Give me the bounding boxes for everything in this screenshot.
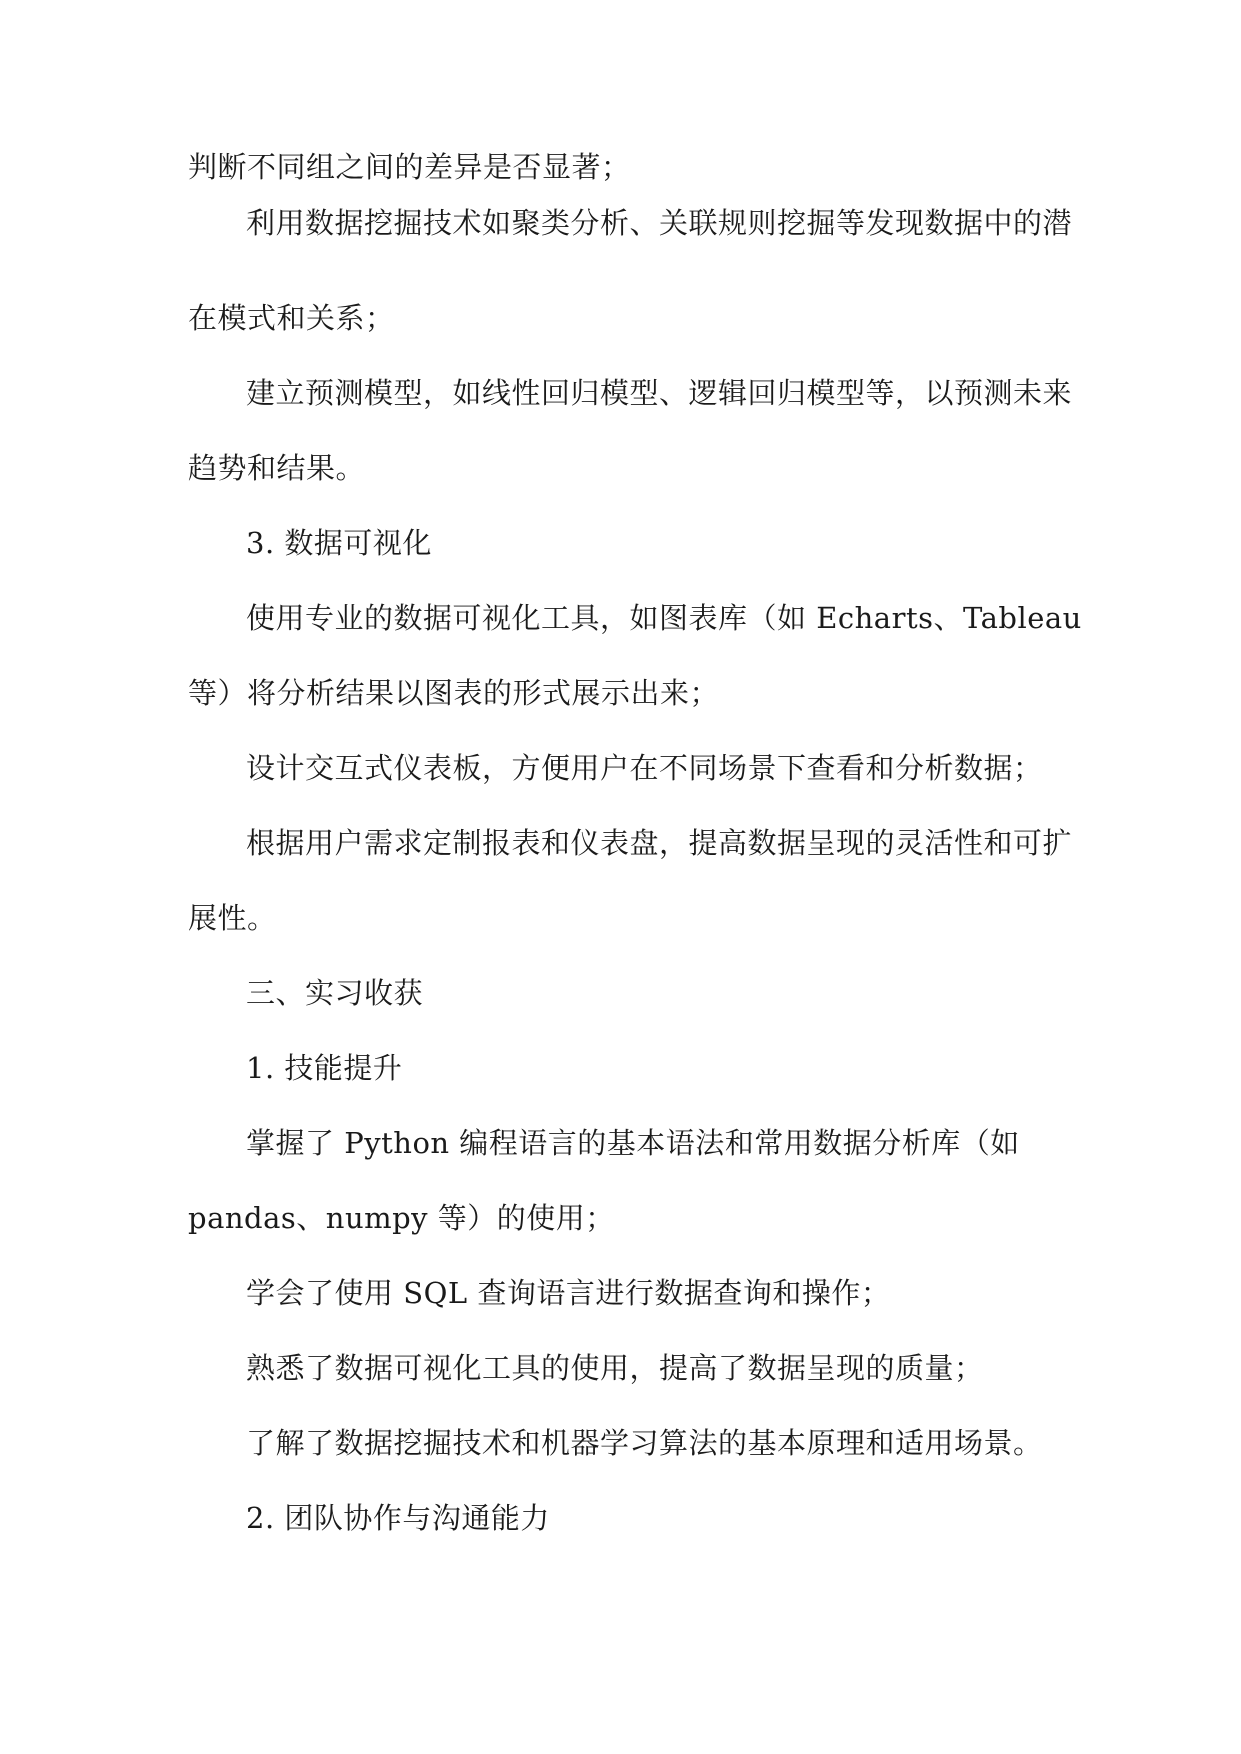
paragraph-line: 在模式和关系； [188, 301, 395, 335]
paragraph-line: 利用数据挖掘技术如聚类分析、关联规则挖掘等发现数据中的潜 [246, 206, 1073, 240]
section-heading: 2. 团队协作与沟通能力 [246, 1501, 550, 1535]
paragraph-line: 展性。 [188, 901, 277, 935]
section-heading: 1. 技能提升 [246, 1051, 403, 1085]
paragraph-line: 建立预测模型，如线性回归模型、逻辑回归模型等，以预测未来 [246, 376, 1073, 410]
paragraph-line: 学会了使用 SQL 查询语言进行数据查询和操作； [246, 1276, 891, 1310]
section-heading: 3. 数据可视化 [246, 526, 432, 560]
paragraph-line: pandas、numpy 等）的使用； [188, 1201, 615, 1235]
paragraph-line: 了解了数据挖掘技术和机器学习算法的基本原理和适用场景。 [246, 1426, 1043, 1460]
paragraph-line: 判断不同组之间的差异是否显著； [188, 150, 631, 184]
paragraph-line: 设计交互式仪表板，方便用户在不同场景下查看和分析数据； [246, 751, 1043, 785]
paragraph-line: 趋势和结果。 [188, 451, 366, 485]
chapter-heading: 三、实习收获 [246, 976, 424, 1010]
paragraph-line: 等）将分析结果以图表的形式展示出来； [188, 676, 720, 710]
paragraph-line: 使用专业的数据可视化工具，如图表库（如 Echarts、Tableau [246, 601, 1082, 635]
paragraph-line: 熟悉了数据可视化工具的使用，提高了数据呈现的质量； [246, 1351, 984, 1385]
paragraph-line: 掌握了 Python 编程语言的基本语法和常用数据分析库（如 [246, 1126, 1020, 1160]
paragraph-line: 根据用户需求定制报表和仪表盘，提高数据呈现的灵活性和可扩 [246, 826, 1073, 860]
